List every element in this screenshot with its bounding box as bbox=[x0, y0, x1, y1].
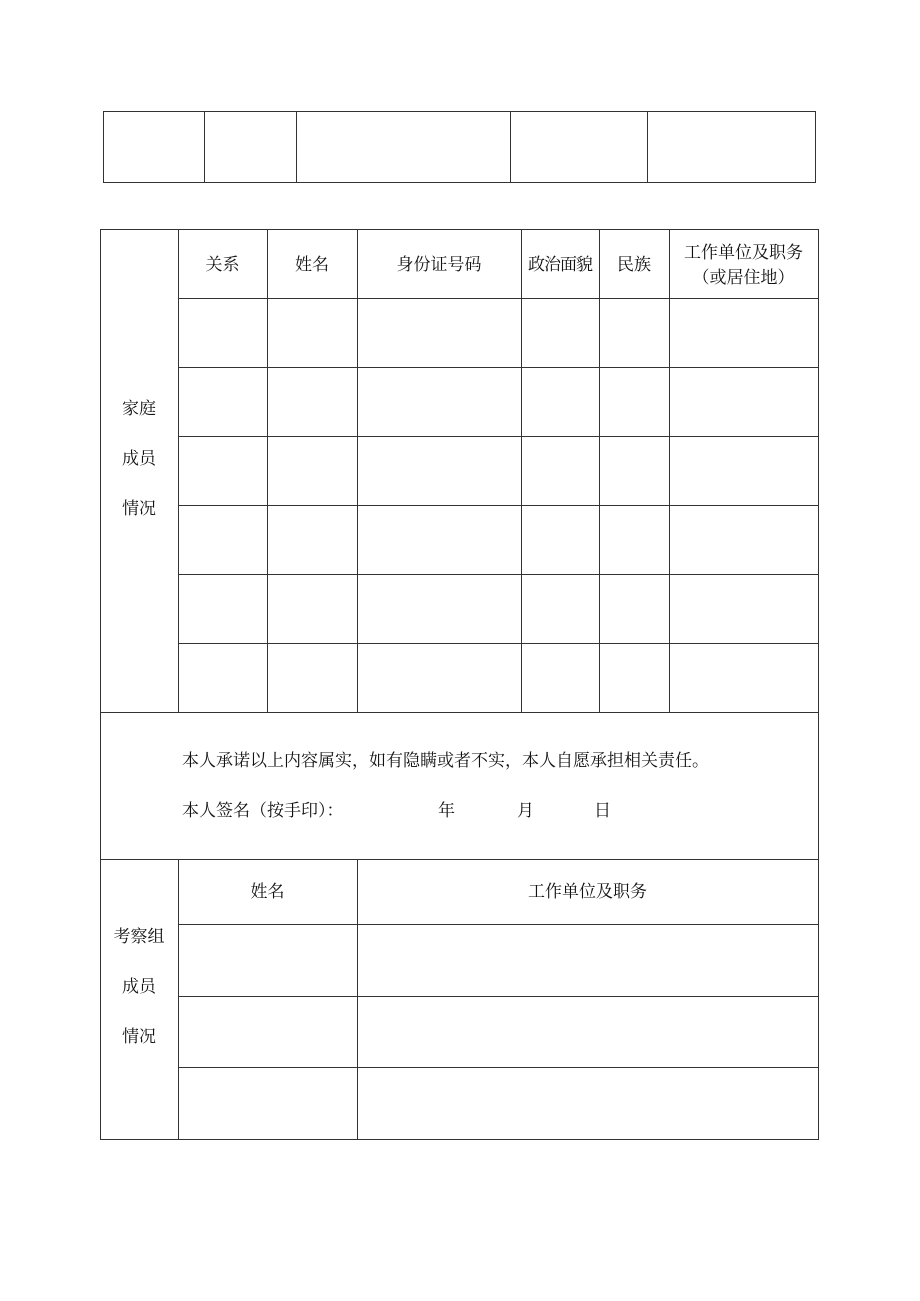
inspection-row-2[interactable] bbox=[179, 997, 818, 1067]
date-year: 年 bbox=[438, 801, 455, 821]
family-row-4[interactable] bbox=[179, 506, 818, 574]
inspection-side-label-line1: 考察组 bbox=[113, 927, 165, 947]
family-side-label-line2: 成员 bbox=[122, 449, 156, 469]
inspection-row-3[interactable] bbox=[179, 1068, 818, 1139]
family-side-label-line3: 情况 bbox=[122, 499, 156, 519]
header-workplace-line1: 工作单位及职务 bbox=[684, 243, 803, 263]
inspection-header-workplace: 工作单位及职务 bbox=[528, 882, 647, 902]
header-ethnicity: 民族 bbox=[617, 255, 651, 275]
inspection-side-label-line3: 情况 bbox=[122, 1027, 156, 1047]
signature-label: 本人签名（按手印）： bbox=[182, 801, 344, 821]
inspection-header-name: 姓名 bbox=[250, 882, 285, 902]
family-row-6[interactable] bbox=[179, 644, 818, 712]
family-side-label-line1: 家庭 bbox=[122, 399, 156, 419]
family-row-3[interactable] bbox=[179, 437, 818, 505]
family-row-1[interactable] bbox=[179, 299, 818, 367]
header-workplace-line2: （或居住地） bbox=[692, 268, 795, 288]
header-name: 姓名 bbox=[295, 255, 329, 275]
date-day: 日 bbox=[594, 801, 611, 821]
header-political-status: 政治面貌 bbox=[528, 255, 592, 275]
family-row-2[interactable] bbox=[179, 368, 818, 436]
header-relation: 关系 bbox=[205, 255, 240, 275]
pledge-statement: 本人承诺以上内容属实，如有隐瞒或者不实，本人自愿承担相关责任。 bbox=[182, 751, 709, 771]
date-month: 月 bbox=[517, 801, 534, 821]
inspection-row-1[interactable] bbox=[179, 925, 818, 996]
header-id-number: 身份证号码 bbox=[396, 255, 482, 275]
inspection-side-label-line2: 成员 bbox=[122, 977, 156, 997]
family-row-5[interactable] bbox=[179, 575, 818, 643]
